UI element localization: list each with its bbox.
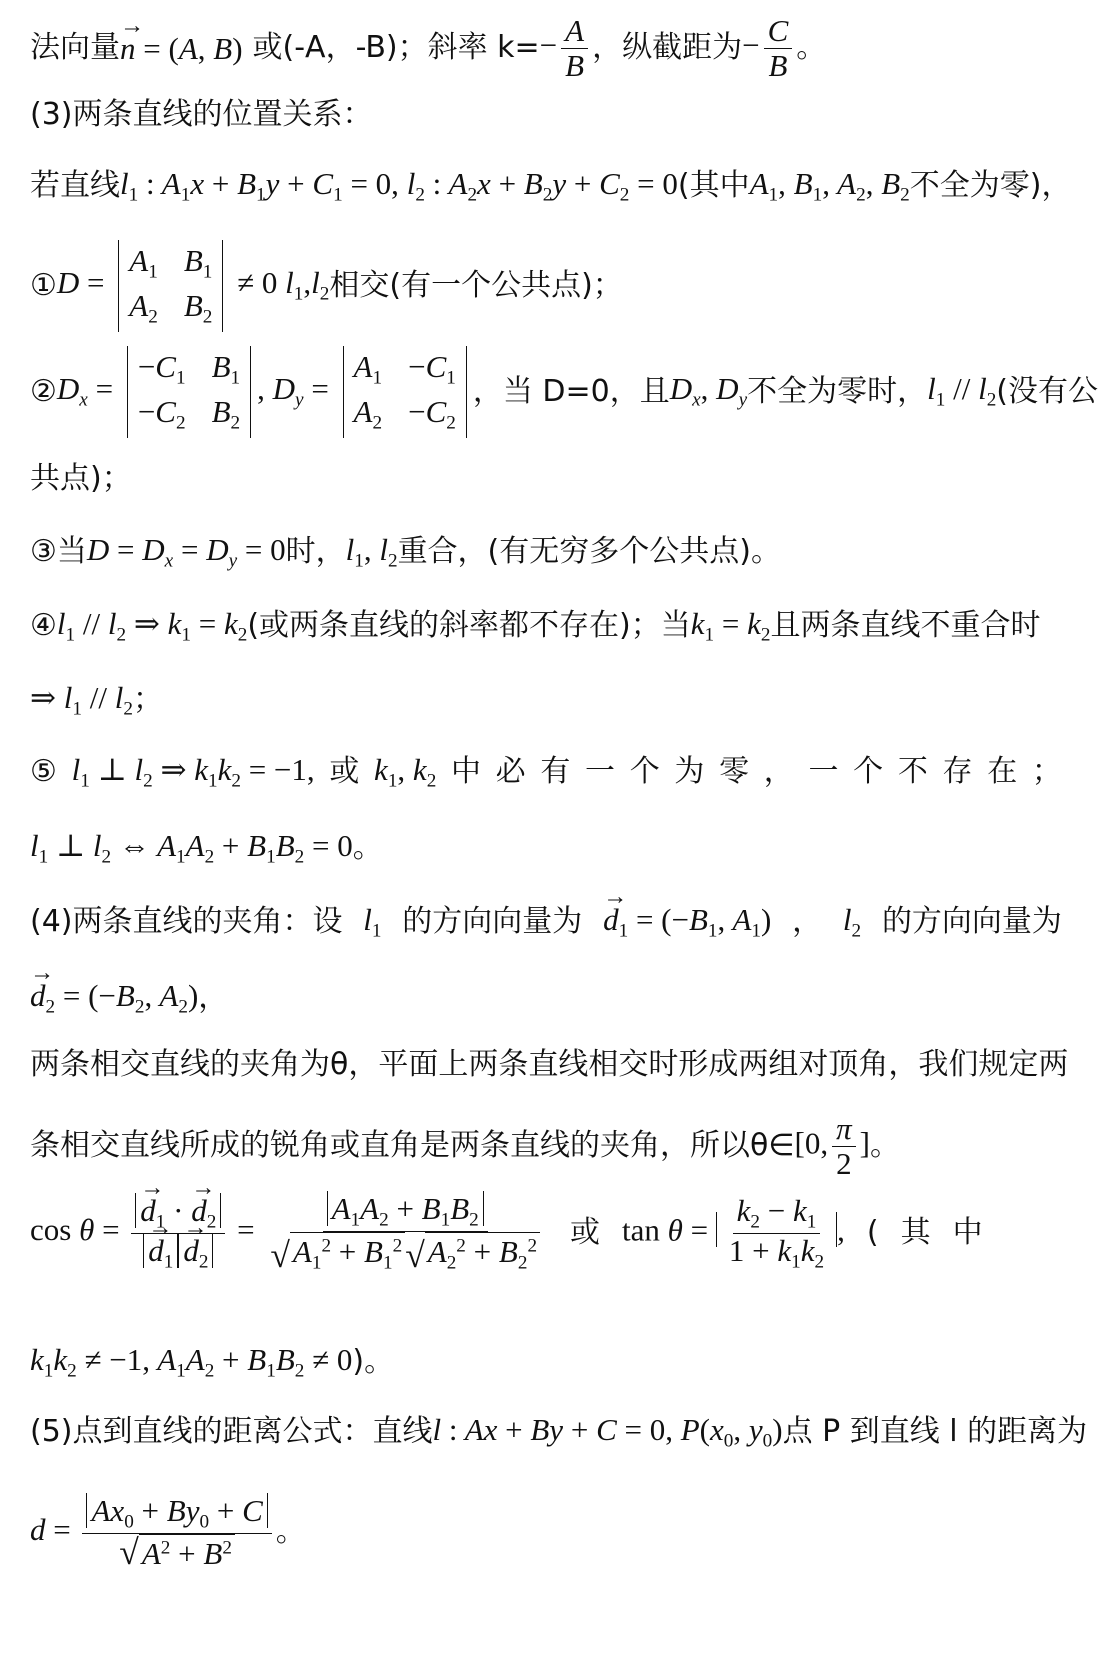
case-5-line — [30, 752, 1062, 793]
formula-determinant-d: D = $A_1$ $B_1$ $A_2$ $B_2$ ≠ 0 $l_1,l_2$ — [57, 240, 329, 332]
text: ； — [132, 682, 163, 718]
spaced-char: 存 — [942, 754, 973, 790]
text: 或(-A，-B)；斜率 k= — [252, 30, 540, 66]
distance-formula-line — [30, 1494, 1062, 1571]
formula-parallel-slopes: $l_1 // l_2$ ⇒ $k_1 = k_2$ — [56, 606, 248, 646]
case-2-line — [30, 346, 1098, 438]
formula-perpendicular-coefficients: $l_1$ ⊥ $l_2$ ⇔ $A_1A_2 + B_1B_2 = 0$ — [30, 828, 353, 868]
text: 的方向向量为 — [881, 904, 1062, 940]
text: 两条相交直线的夹角为θ，平面上两条直线相交时形成两组对顶角，我们规定两 — [30, 1047, 1069, 1082]
spaced-char: 零 — [719, 754, 750, 790]
heading-text: (3)两条直线的位置关系： — [30, 97, 373, 132]
spaced-char: 一 — [585, 754, 616, 790]
case-4-line — [30, 606, 1062, 647]
section-heading-4 — [30, 902, 1062, 943]
text: 中 — [952, 1214, 983, 1250]
case-5-continued — [30, 828, 1062, 869]
text: 。 — [352, 830, 383, 866]
formula-intercept: − $\frac{C}{B}$ — [742, 14, 796, 83]
text: (或两条直线的斜率都不存在)；当 — [247, 608, 691, 644]
text: 相交(有一个公共点)； — [329, 267, 623, 303]
text: 。 — [796, 30, 827, 66]
section-heading-5 — [30, 1412, 1088, 1453]
case-3-line — [30, 532, 1062, 573]
formula-perpendicular-slopes: $l_1$ ⊥ $l_2$ ⇒ $k_1k_2 = -1$, — [71, 752, 315, 792]
angle-definition-line — [30, 1047, 1069, 1083]
case-4-continued — [30, 680, 1062, 721]
spaced-char: 中 — [450, 754, 481, 790]
formula-normal-vector: → n = (A, B) — [120, 31, 243, 67]
text: 若直线 — [30, 168, 120, 204]
text: 点 P 到直线 l 的距离为 — [782, 1414, 1088, 1450]
spaced-char: 一 — [808, 754, 839, 790]
text: 或 — [329, 754, 360, 790]
text: 重合，(有无穷多个公共点)。 — [397, 534, 781, 570]
normal-vector-line — [30, 14, 1062, 83]
formula-angle-range: [0, $\frac{\pi}{2}$ ] — [794, 1111, 870, 1182]
text: 且两条直线不重合时 — [770, 608, 1041, 644]
text: 条相交直线所成的锐角或直角是两条直线的夹角，所以θ∈ — [30, 1128, 795, 1164]
section-heading-3 — [30, 98, 1062, 133]
spaced-char: 有 — [540, 754, 571, 790]
text: (没有公 — [996, 373, 1098, 409]
text: 不全为零时， — [747, 373, 928, 409]
formula-parallel: $l_1 // l_2$ — [927, 371, 997, 412]
text: (5)点到直线的距离公式：直线 — [30, 1414, 433, 1450]
formula-l2: $l_2$ — [842, 902, 862, 942]
formula-slope: − $\frac{A}{B}$ — [540, 14, 592, 83]
formula-condition: $k_1k_2 \ne -1$, $A_1A_2 + B_1B_2 \ne 0$ — [30, 1342, 353, 1382]
line-definition — [30, 166, 1072, 207]
circled-number: ④ — [30, 608, 57, 644]
spaced-char: 为 — [674, 754, 705, 790]
formula-cos-theta: cos θ = → $d_1$ · → $d_2$ → $d_1\to d_2$ = $A_1A_2 + B_1B_2$ √ $A_1^2 + B_1^2$ √ $A_2^2 + B_2^2$ — [30, 1192, 548, 1274]
text: (4)两条直线的夹角：设 — [30, 904, 343, 940]
text: 时， — [285, 534, 346, 570]
text: )。 — [352, 1344, 395, 1380]
text: 不全为零)， — [909, 168, 1072, 204]
formula-k1-k2: $k_1$, $k_2$ — [374, 752, 437, 792]
formula-distance: d = $Ax_0 + By_0 + C$ √ $A^2 + B^2$ — [30, 1494, 276, 1571]
spaced-char: 个 — [629, 754, 660, 790]
text: ，当 D=0，且 — [472, 373, 670, 409]
text: 。 — [869, 1128, 900, 1164]
spaced-char: 个 — [853, 754, 884, 790]
text: 的方向向量为 — [402, 904, 583, 940]
circled-number: ② — [30, 373, 57, 409]
text: ，纵截距为 — [592, 30, 743, 66]
text: (其中 — [677, 168, 750, 204]
formula-l1-l2: $l_1$, $l_2$ — [345, 532, 398, 572]
angle-formula-condition — [30, 1342, 1062, 1383]
spaced-char: ； — [1031, 754, 1062, 790]
formula-d-zero: $D = D_x = D_y = 0$ — [86, 532, 286, 572]
text: 其 — [900, 1214, 931, 1250]
text: 。 — [275, 1514, 306, 1550]
formula-dx-dy: $D_x$, $D_y$ — [669, 371, 748, 412]
text: ( — [866, 1214, 879, 1250]
formula-l1: $l_1$ — [363, 902, 382, 942]
text: 当 — [56, 534, 87, 570]
formula-implies-parallel: ⇒ $l_1 // l_2$ — [30, 680, 133, 720]
case-1-line — [30, 240, 1062, 332]
formula-k1-equals-k2: $k_1 = k_2$ — [690, 606, 771, 646]
circled-number: ③ — [30, 534, 57, 570]
spaced-char: 必 — [495, 754, 526, 790]
formula-direction-vector-1: → $d_1 = (-B_1$, $A_1$) — [603, 902, 771, 943]
text: 或 — [570, 1214, 601, 1250]
formula-determinants-dx-dy: $D_x$ = $-C_1$ $B_1$ $-C_2$ $B_2$ , $D_y$ = $A_1$ $-C_1$ $A_2$ $-C_2$ — [57, 346, 473, 438]
text: ， — [198, 980, 229, 1016]
formula-line-and-point: l : Ax + By + C = 0, $P(x_0$, $y_0$) — [432, 1412, 783, 1452]
formula-tan-theta: tan θ = $\frac{k_2 - k_1}{1 + k_1k_2}$ , — [622, 1192, 845, 1273]
angle-formula-line — [30, 1192, 1062, 1274]
circled-number: ⑤ — [30, 754, 57, 790]
circled-number: ① — [30, 267, 57, 303]
formula-direction-vector-2: → $d_2 = (-B_2$, $A_2$) — [30, 978, 198, 1019]
text: ， — [792, 904, 823, 940]
spaced-char: ， — [763, 754, 794, 790]
text: 共点)； — [30, 461, 132, 496]
direction-vector-2-line — [30, 978, 1062, 1019]
spaced-char: 不 — [897, 754, 928, 790]
formula-coefficients: $A_1$, $B_1$, $A_2$, $B_2$ — [749, 166, 910, 206]
formula-two-lines: $l_1$ : $A_1x + B_1y + C_1 = 0$, $l_2$ : $A_2x + B_2y + C_2 = 0$ — [120, 166, 678, 206]
text: 法向量 — [30, 30, 120, 66]
angle-range-line — [30, 1112, 1062, 1181]
case-2-continued — [30, 462, 1062, 497]
spaced-char: 在 — [987, 754, 1018, 790]
